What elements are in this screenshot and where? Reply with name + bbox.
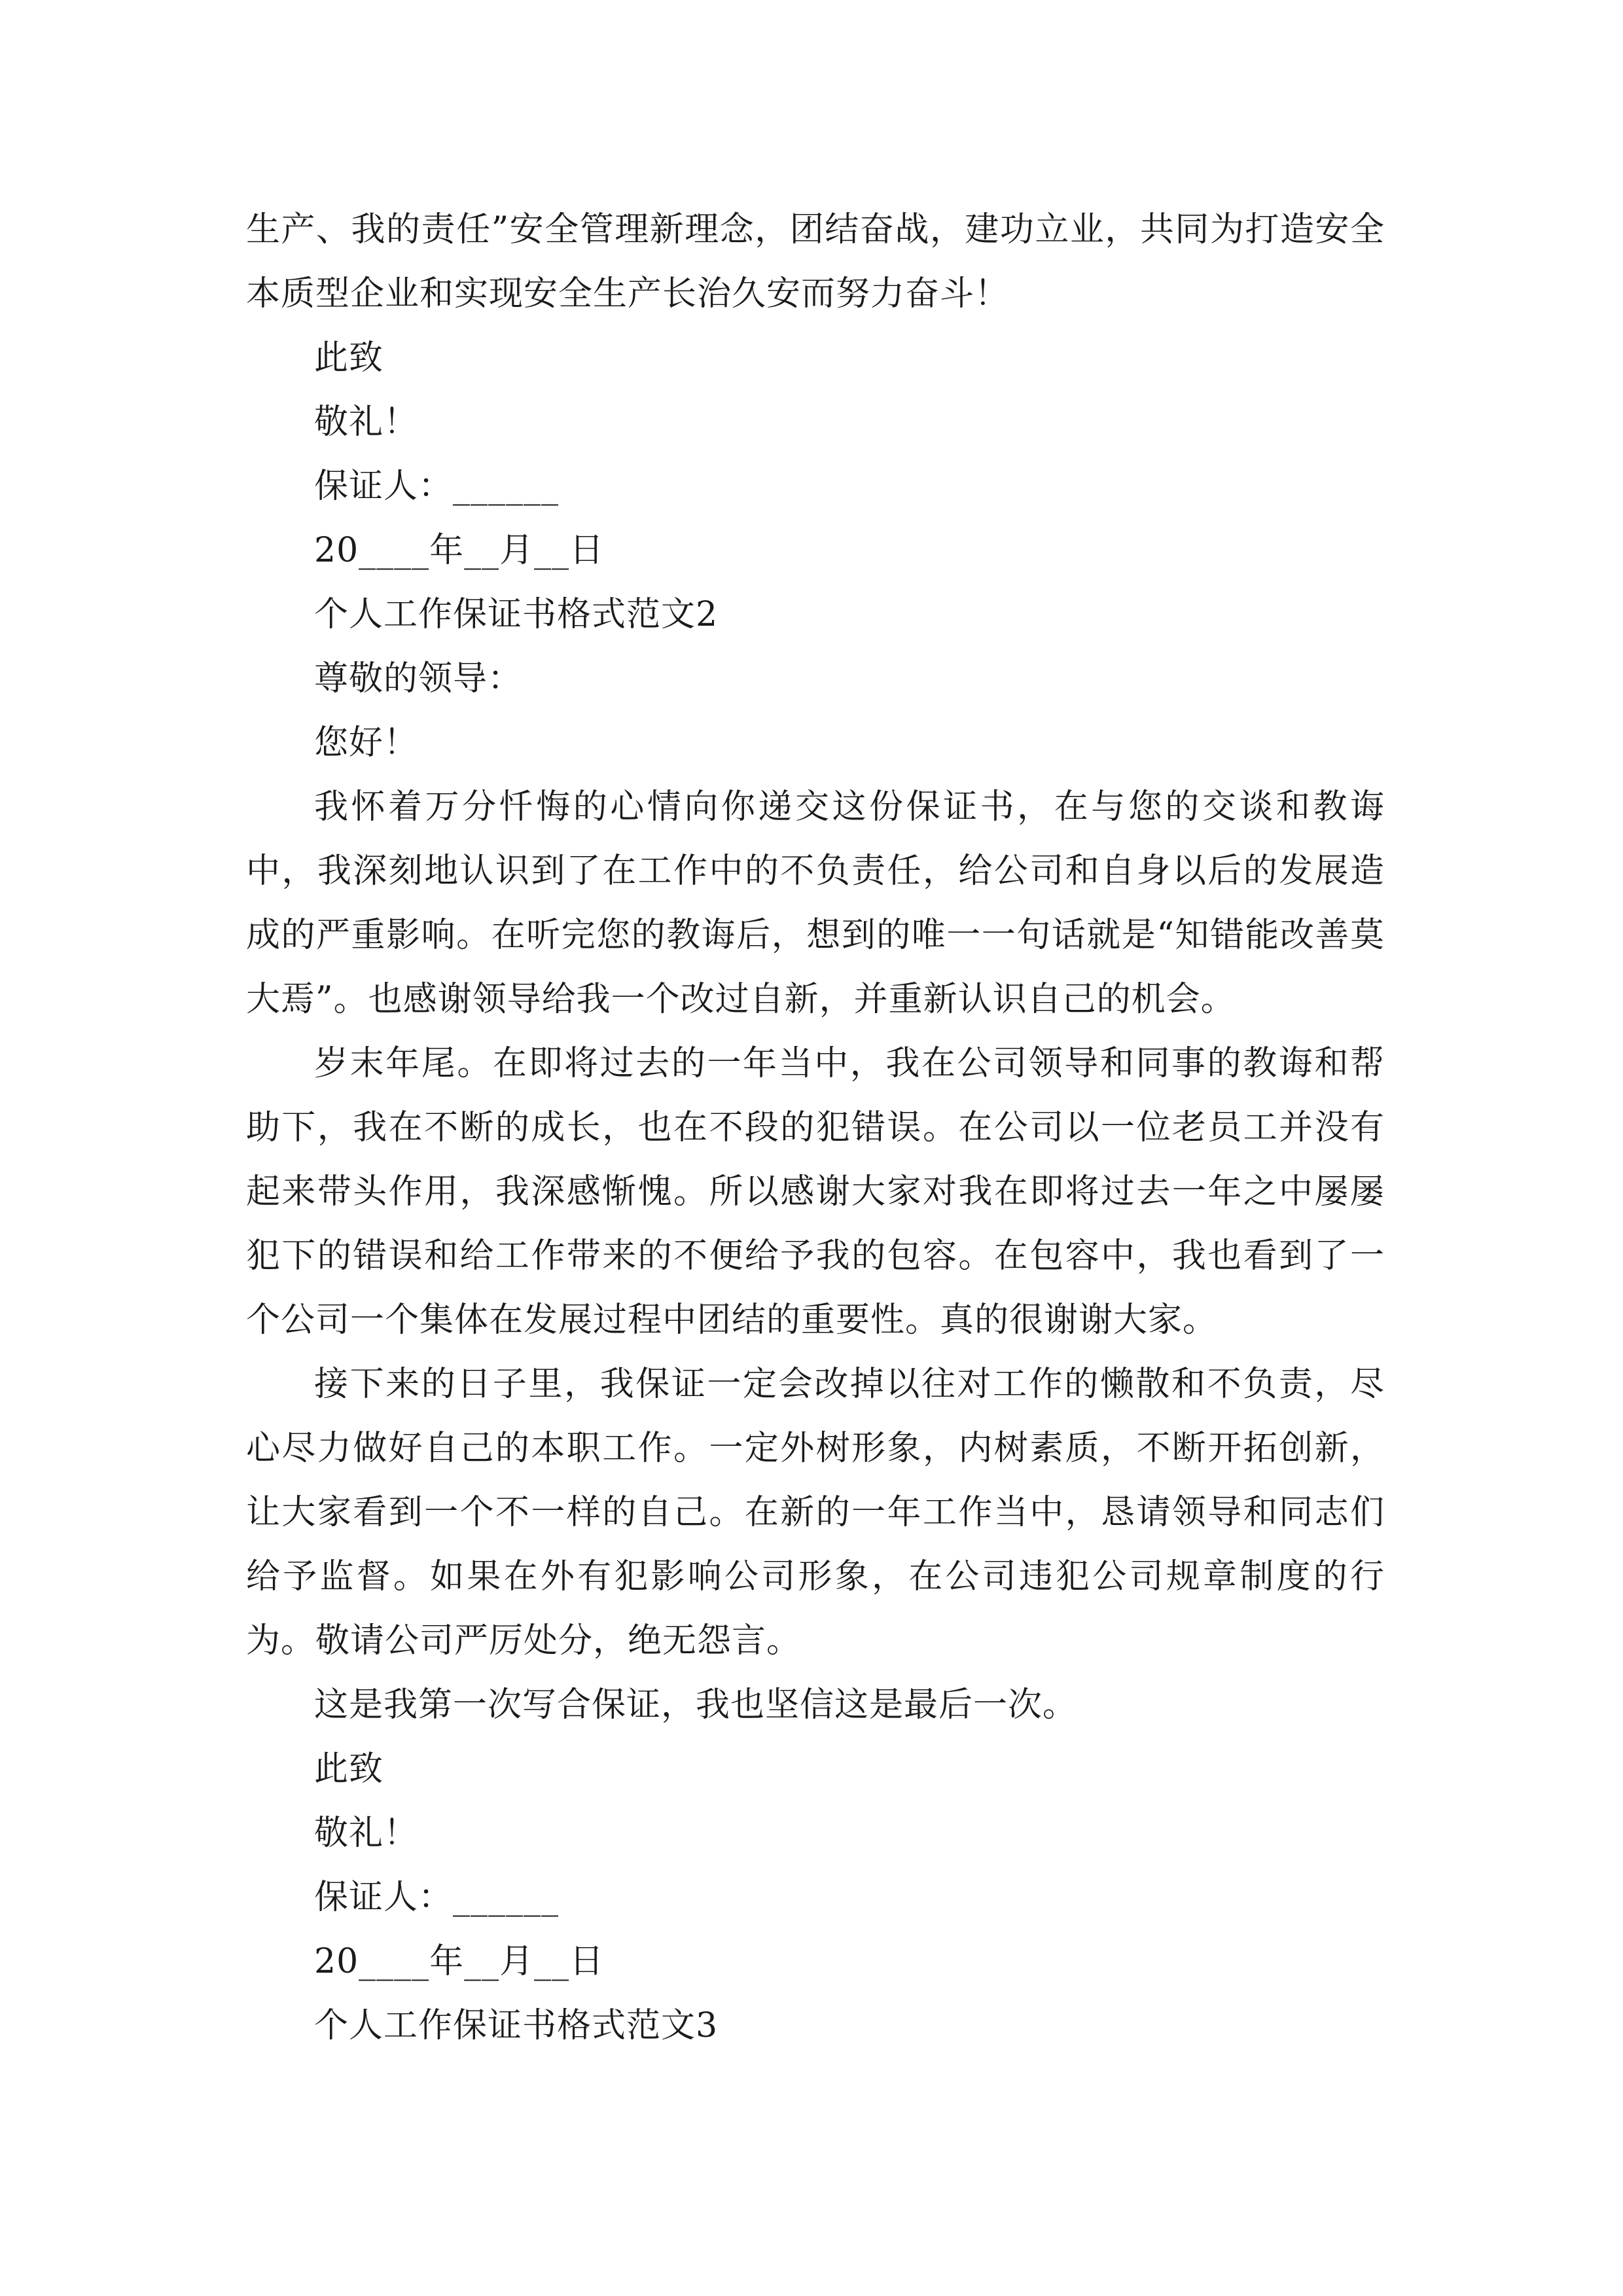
salutation-jingli: 敬礼！ bbox=[314, 403, 419, 442]
guarantor-line-2: 保证人：______ bbox=[314, 1878, 560, 1917]
body-paragraph-1: 我怀着万分忏悔的心情向你递交这份保证书，在与您的交谈和教诲中，我深刻地认识到了在工作中的不负责任，给公司和自身以后的发展造成的严重影响。在听完您的教诲后，想到的唯一一句话就是“知错能改善莫大焉”。也感谢领导给我一个改过自新，并重新认识自己的机会。 bbox=[246, 787, 1385, 1019]
date-line: 20____年__月__日 bbox=[314, 531, 605, 570]
salutation-cizhi: 此致 bbox=[314, 338, 384, 378]
body-paragraph-3: 接下来的日子里，我保证一定会改掉以往对工作的懒散和不负责，尽心尽力做好自己的本职工作。一定外树形象，内树素质，不断开拓创新，让大家看到一个不一样的自己。在新的一年工作当中，恳请领导和同志们给予监督。如果在外有犯影响公司形象，在公司违犯公司规章制度的行为。敬请公司严厉处分，绝无怨言。 bbox=[246, 1365, 1385, 1660]
greeting-respected-leader: 尊敬的领导： bbox=[314, 659, 523, 698]
document-body bbox=[246, 198, 1385, 2058]
paragraph-closing-statement: 生产、我的责任”安全管理新理念，团结奋战，建功立业，共同为打造安全本质型企业和实现安全生产长治久安而努力奋斗！ bbox=[246, 210, 1385, 314]
date-line-2: 20____年__月__日 bbox=[314, 1942, 605, 1981]
body-paragraph-4: 这是我第一次写合保证，我也坚信这是最后一次。 bbox=[314, 1685, 1078, 1725]
greeting-hello: 您好！ bbox=[314, 723, 419, 762]
section-heading-3: 个人工作保证书格式范文3 bbox=[314, 2006, 719, 2045]
salutation-jingli-2: 敬礼！ bbox=[314, 1814, 419, 1853]
section-heading-2: 个人工作保证书格式范文2 bbox=[314, 595, 719, 634]
salutation-cizhi-2: 此致 bbox=[314, 1749, 384, 1789]
guarantor-line: 保证人：______ bbox=[314, 467, 560, 506]
body-paragraph-2: 岁末年尾。在即将过去的一年当中，我在公司领导和同事的教诲和帮助下，我在不断的成长，也在不段的犯错误。在公司以一位老员工并没有起来带头作用，我深感惭愧。所以感谢大家对我在即将过去一年之中屡屡犯下的错误和给工作带来的不便给予我的包容。在包容中，我也看到了一个公司一个集体在发展过程中团结的重要性。真的很谢谢大家。 bbox=[246, 1044, 1385, 1340]
